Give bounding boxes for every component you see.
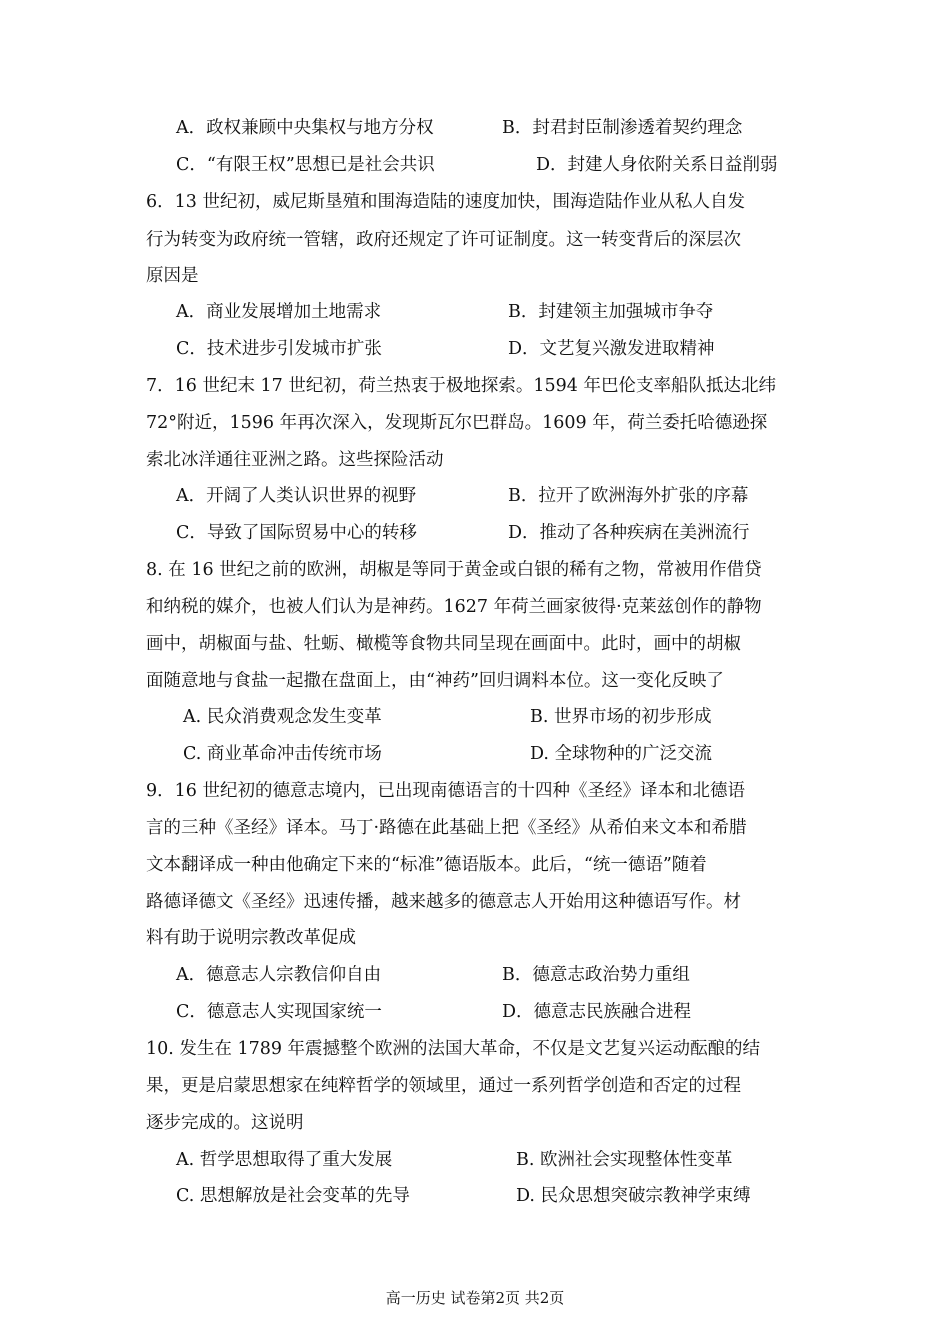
q7-stem-line-3: 索北冰洋通往亚洲之路。这些探险活动	[146, 450, 444, 470]
q6-stem-line-2: 行为转变为政府统一管辖，政府还规定了许可证制度。这一转变背后的深层次	[146, 230, 741, 250]
q10-option-c: C. 思想解放是社会变革的先导	[176, 1186, 410, 1206]
q6-option-c: C．技术进步引发城市扩张	[176, 339, 382, 359]
q9-option-row-1	[0, 963, 950, 987]
q10-option-row-1	[0, 1148, 950, 1172]
q8-stem-line-4: 面随意地与食盐一起撒在盘面上，由“神药”回归调料本位。这一变化反映了	[146, 671, 724, 691]
q8-option-c: C. 商业革命冲击传统市场	[183, 744, 382, 764]
q10-option-row-2	[0, 1184, 950, 1208]
q7-option-row-2	[0, 521, 950, 545]
q6-stem-line-1: 6．13 世纪初，威尼斯垦殖和围海造陆的速度加快，围海造陆作业从私人自发	[146, 192, 745, 212]
q6-option-a: A．商业发展增加土地需求	[176, 302, 382, 322]
q7-option-c: C．导致了国际贸易中心的转移	[176, 523, 417, 543]
q8-option-b: B. 世界市场的初步形成	[530, 707, 712, 727]
q8-option-d: D. 全球物种的广泛交流	[530, 744, 713, 764]
q6-option-row-1	[0, 300, 950, 324]
q9-stem-line-3: 文本翻译成一种由他确定下来的“标准”德语版本。此后，“统一德语”随着	[146, 855, 707, 875]
q9-stem-line-4: 路德译德文《圣经》迅速传播，越来越多的德意志人开始用这种德语写作。材	[146, 892, 741, 912]
q5-option-c: C．“有限王权”思想已是社会共识	[176, 155, 435, 175]
q8-option-a: A. 民众消费观念发生变革	[183, 707, 382, 727]
q10-option-b: B. 欧洲社会实现整体性变革	[516, 1150, 733, 1170]
q8-option-row-1	[0, 705, 950, 729]
q9-option-c: C．德意志人实现国家统一	[176, 1002, 382, 1022]
q7-option-a: A．开阔了人类认识世界的视野	[176, 486, 417, 506]
q9-option-row-2	[0, 1000, 950, 1024]
q9-stem-line-5: 料有助于说明宗教改革促成	[146, 928, 356, 948]
q8-stem-line-3: 画中，胡椒面与盐、牡蛎、橄榄等食物共同呈现在画面中。此时，画中的胡椒	[146, 634, 741, 654]
q5-option-d: D．封建人身依附关系日益削弱	[536, 155, 778, 175]
q9-option-b: B．德意志政治势力重组	[502, 965, 690, 985]
q7-stem-line-1: 7．16 世纪末 17 世纪初，荷兰热衷于极地探索。1594 年巴伦支率船队抵达北纬	[146, 376, 776, 396]
q6-option-b: B．封建领主加强城市争夺	[508, 302, 714, 322]
q8-stem-line-1: 8. 在 16 世纪之前的欧洲，胡椒是等同于黄金或白银的稀有之物，常被用作借贷	[146, 560, 762, 580]
q8-stem-line-2: 和纳税的媒介，也被人们认为是神药。1627 年荷兰画家彼得·克莱兹创作的静物	[146, 597, 762, 617]
q10-stem-line-1: 10. 发生在 1789 年震撼整个欧洲的法国大革命，不仅是文艺复兴运动酝酿的结	[146, 1039, 761, 1059]
q9-option-d: D．德意志民族融合进程	[502, 1002, 692, 1022]
q6-option-row-2	[0, 337, 950, 361]
q9-option-a: A．德意志人宗教信仰自由	[176, 965, 382, 985]
q9-stem-line-1: 9．16 世纪初的德意志境内，已出现南德语言的十四种《圣经》译本和北德语	[146, 781, 745, 801]
q9-stem-line-2: 言的三种《圣经》译本。马丁·路德在此基础上把《圣经》从希伯来文本和希腊	[146, 818, 747, 838]
q10-stem-line-3: 逐步完成的。这说明	[146, 1113, 304, 1133]
page-footer: 高一历史 试卷第2页 共2页	[385, 1289, 565, 1307]
q6-option-d: D．文艺复兴激发进取精神	[508, 339, 715, 359]
q5-option-b: B．封君封臣制渗透着契约理念	[502, 118, 743, 138]
q10-stem-line-2: 果，更是启蒙思想家在纯粹哲学的领域里，通过一系列哲学创造和否定的过程	[146, 1076, 741, 1096]
q7-stem-line-2: 72°附近，1596 年再次深入，发现斯瓦尔巴群岛。1609 年，荷兰委托哈德逊探	[146, 413, 768, 433]
q5-option-row-2	[0, 153, 950, 177]
q5-option-row-1	[0, 116, 950, 140]
q10-option-a: A. 哲学思想取得了重大发展	[176, 1150, 393, 1170]
q6-stem-line-3: 原因是	[146, 266, 199, 286]
q7-option-row-1	[0, 484, 950, 508]
q5-option-a: A．政权兼顾中央集权与地方分权	[176, 118, 434, 138]
q8-option-row-2	[0, 742, 950, 766]
q7-option-d: D．推动了各种疾病在美洲流行	[508, 523, 750, 543]
q10-option-d: D. 民众思想突破宗教神学束缚	[516, 1186, 751, 1206]
q7-option-b: B．拉开了欧洲海外扩张的序幕	[508, 486, 749, 506]
